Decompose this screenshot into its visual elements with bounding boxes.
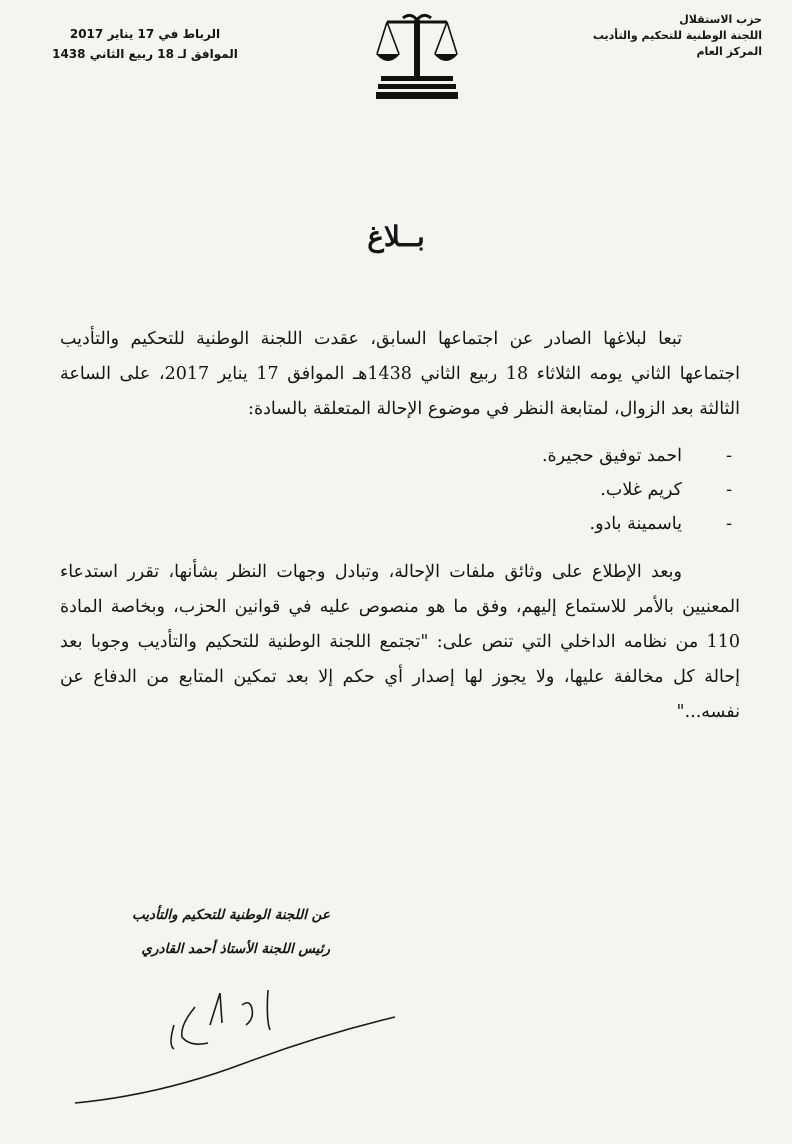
list-item: - ياسمينة بادو. xyxy=(60,507,740,541)
intro-paragraph: تبعا لبلاغها الصادر عن اجتماعها السابق، عقدت اللجنة الوطنية للتحكيم والتأديب اجتماعها الثاني يومه الثلاثاء 18 ربيع الثاني 1438هـ الموافق 17 يناير 2017، على الساعة الثالثة بعد الزوال، لمتابعة النظر في موضوع الإحالة المتعلقة بالسادة: xyxy=(60,329,741,419)
date-header xyxy=(45,24,245,64)
committee-name: اللجنة الوطنية للتحكيم والتأديب xyxy=(592,29,762,42)
document-body xyxy=(60,322,740,730)
party-header xyxy=(542,12,762,60)
list-item: - كريم غلاب. xyxy=(60,473,740,507)
party-name: حزب الاستقلال xyxy=(679,13,762,26)
list-item: - احمد توفيق حجيرة. xyxy=(60,439,740,473)
document-title: بــلاغ xyxy=(367,220,425,253)
signature-block xyxy=(30,898,330,966)
signature-committee-line: عن اللجنة الوطنية للتحكيم والتأديب xyxy=(132,907,330,923)
headquarters-label: المركز العام xyxy=(696,45,762,58)
signature-president-line: رئيس اللجنة الأستاذ أحمد القادري xyxy=(141,941,330,957)
decision-paragraph: وبعد الإطلاع على وثائق ملفات الإحالة، وتبادل وجهات النظر بشأنها، تقرر استدعاء المعنيين بالأمر للاستماع إليهم، وفق ما هو منصوص عليه في قوانين الحزب، وبخاصة المادة 110 من نظامه الداخلي التي تنص على: "تجتمع اللجنة الوطنية للتحكيم والتأديب وجوبا بعد إحالة كل مخالفة عليها، ولا يجوز لها إصدار أي حكم إلا بعد تمكين المتابع من الدفاع عن نفسه..." xyxy=(60,562,740,722)
handwritten-signature xyxy=(70,985,400,1115)
gregorian-date: الرباط في 17 يناير 2017 xyxy=(69,27,221,41)
scales-of-justice-logo xyxy=(375,10,460,102)
names-list xyxy=(60,439,740,541)
hijri-date: الموافق لـ 18 ربيع الثاني 1438 xyxy=(52,47,238,61)
